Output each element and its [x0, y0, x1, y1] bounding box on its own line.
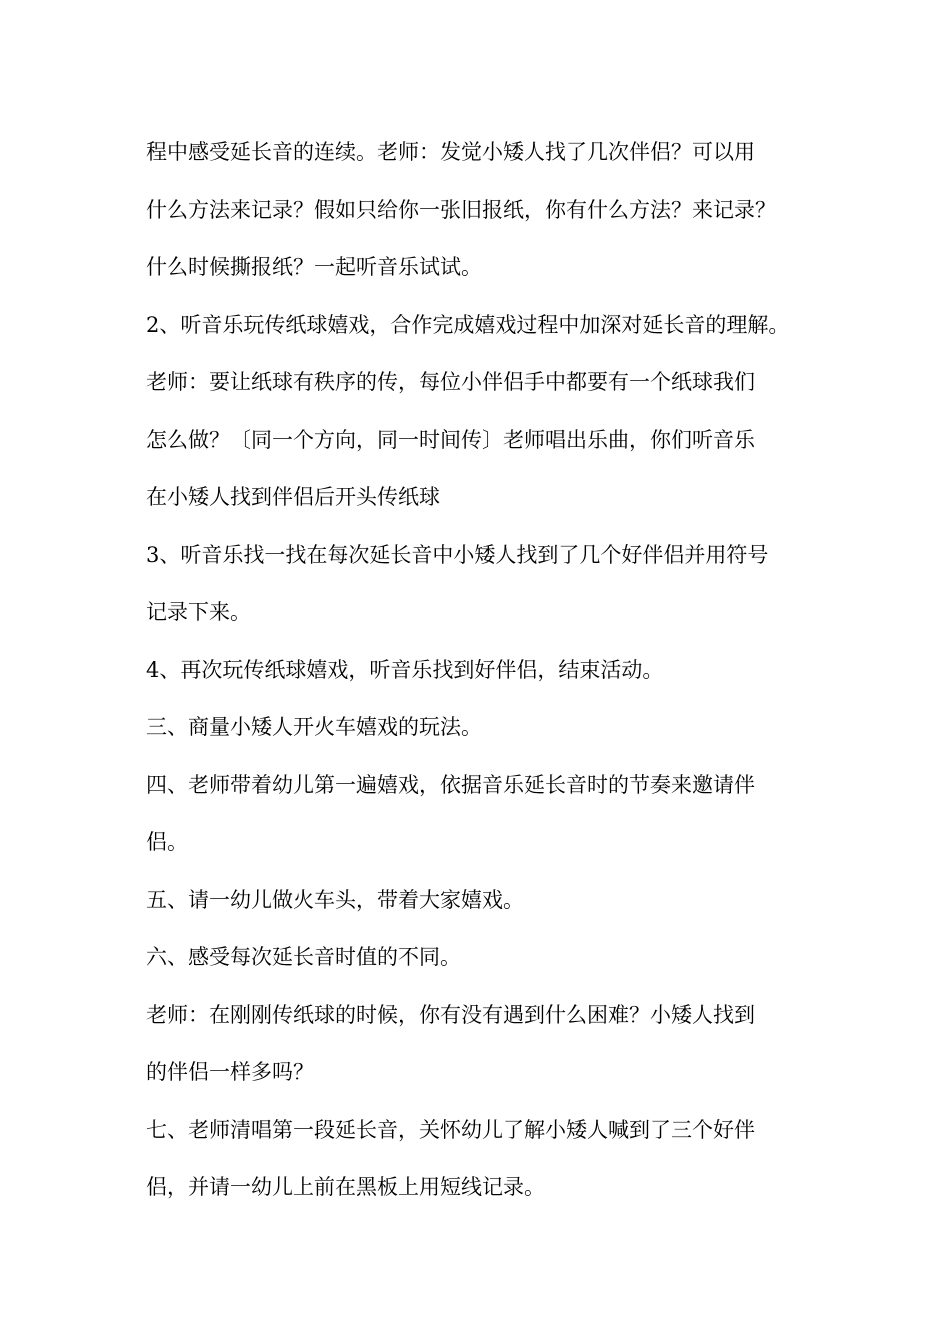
text-line: 老师：要让纸球有秩序的传，每位小伴侣手中都要有一个纸球我们 [146, 370, 755, 394]
text-line: 七、老师清唱第一段延长音，关怀幼儿了解小矮人喊到了三个好伴 [146, 1117, 755, 1142]
document-body [146, 130, 846, 1223]
text-line: 2、听音乐玩传纸球嬉戏，合作完成嬉戏过程中加深对延长音的理解。 [146, 312, 790, 337]
text-line: 什么时候撕报纸？一起听音乐试试。 [146, 255, 482, 279]
text-line: 什么方法来记录？假如只给你一张旧报纸，你有什么方法？来记录？ [146, 197, 776, 222]
text-line: 在小矮人找到伴侣后开头传纸球 [146, 485, 440, 509]
text-line: 侣，并请一幼儿上前在黑板上用短线记录。 [146, 1175, 545, 1199]
text-line: 三、商量小矮人开火车嬉戏的玩法。 [146, 715, 482, 739]
text-line: 怎么做？〔同一个方向，同一时间传〕老师唱出乐曲，你们听音乐 [146, 427, 755, 452]
text-line: 四、老师带着幼儿第一遍嬉戏，依据音乐延长音时的节奏来邀请伴 [146, 772, 755, 797]
text-line: 的伴侣一样多吗？ [146, 1060, 314, 1084]
text-line: 记录下来。 [146, 600, 251, 624]
text-line: 老师：在刚刚传纸球的时候，你有没有遇到什么困难？小矮人找到 [146, 1002, 755, 1027]
text-line: 六、感受每次延长音时值的不同。 [146, 945, 461, 969]
text-line: 3、听音乐找一找在每次延长音中小矮人找到了几个好伴侣并用符号 [146, 542, 769, 567]
text-line: 4、再次玩传纸球嬉戏，听音乐找到好伴侣，结束活动。 [146, 657, 664, 682]
text-line: 侣。 [146, 830, 188, 854]
text-line: 程中感受延长音的连续。老师：发觉小矮人找了几次伴侣？可以用 [146, 140, 755, 164]
text-line: 五、请一幼儿做火车头，带着大家嬉戏。 [146, 887, 524, 912]
